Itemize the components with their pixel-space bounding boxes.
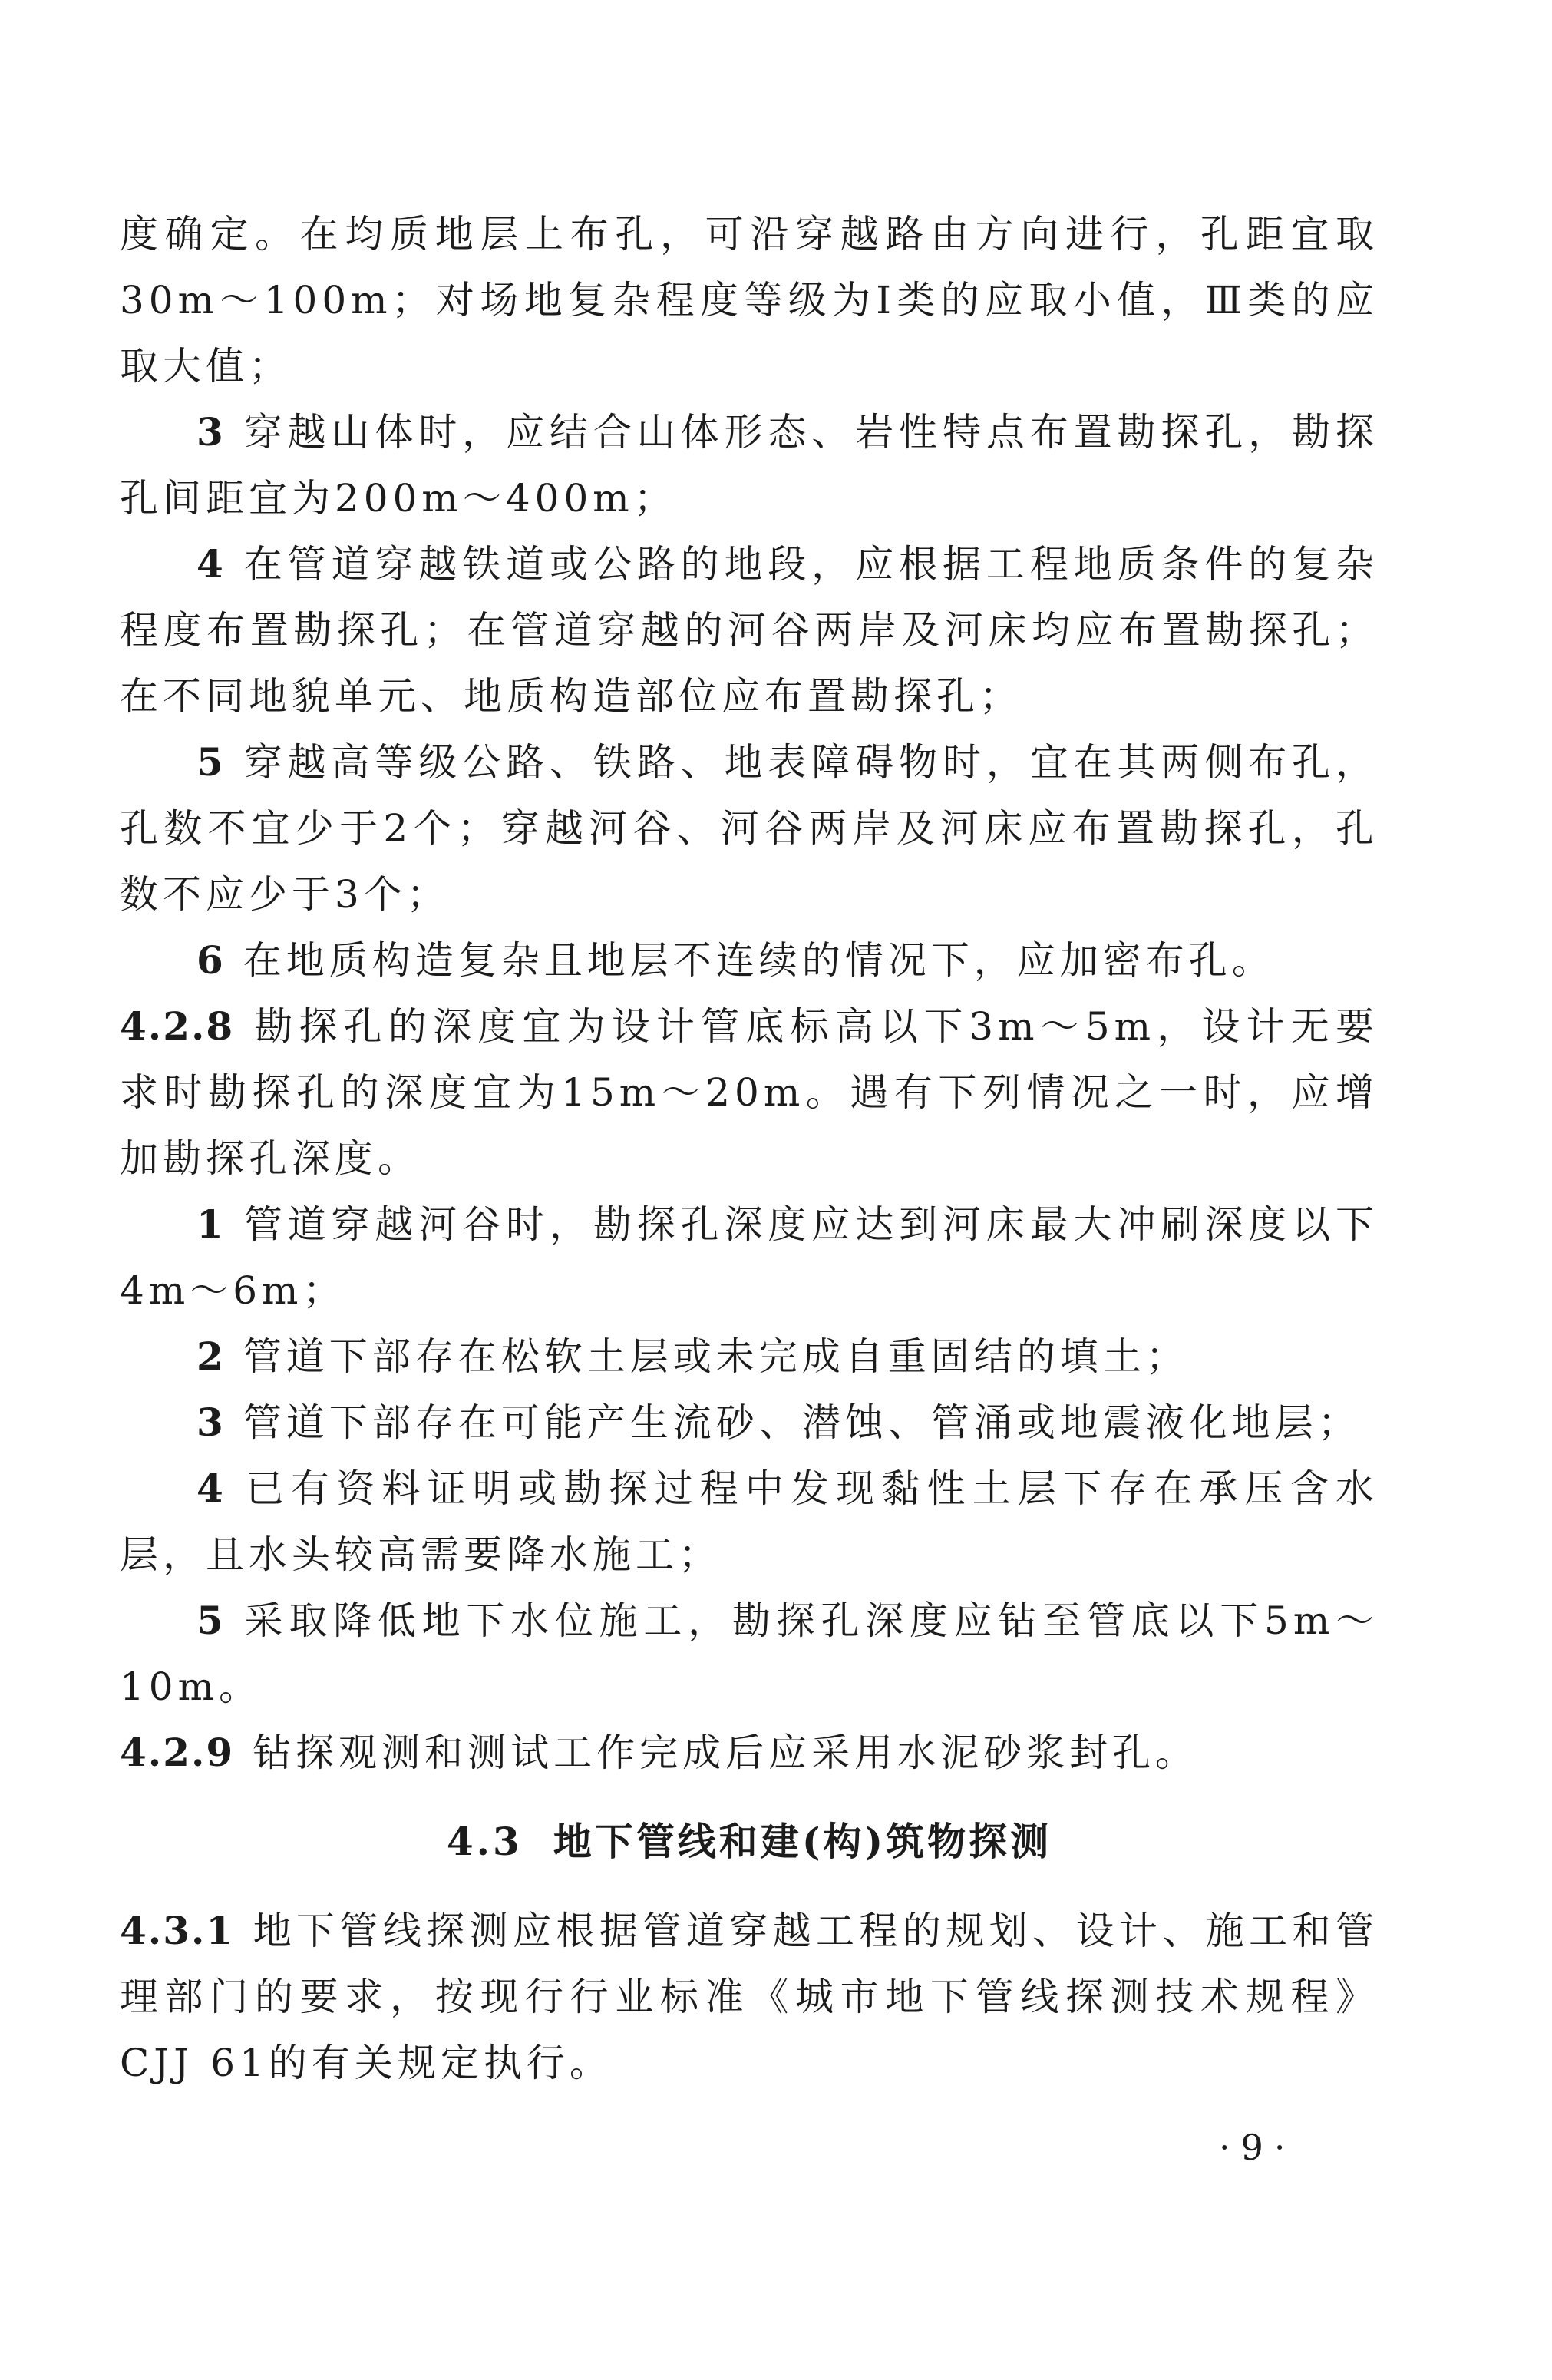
- page-number: ·9·: [1219, 2127, 1296, 2168]
- clause-4-2-8: [120, 993, 1379, 1192]
- item-number: 3: [196, 409, 228, 455]
- list-item: [120, 531, 1379, 729]
- paragraph-text: 度确定。在均质地层上布孔，可沿穿越路由方向进行，孔距宜取30m～100m；对场地复杂程度等级为Ⅰ类的应取小值，Ⅲ类的应取大值；: [120, 212, 1379, 388]
- list-item: [120, 1390, 1379, 1456]
- item-text: 在管道穿越铁道或公路的地段，应根据工程地质条件的复杂程度布置勘探孔；在管道穿越的河谷两岸及河床均应布置勘探孔；在不同地貌单元、地质构造部位应布置勘探孔；: [120, 542, 1379, 719]
- paragraph-continuation: [120, 201, 1379, 399]
- list-item: [120, 1192, 1379, 1324]
- item-number: 2: [196, 1334, 228, 1379]
- item-number: 4: [196, 541, 228, 587]
- clause-number: 4.2.9: [120, 1730, 235, 1775]
- item-text: 穿越高等级公路、铁路、地表障碍物时，宜在其两侧布孔，孔数不宜少于2个；穿越河谷、河谷两岸及河床应布置勘探孔，孔数不应少于3个；: [120, 740, 1379, 917]
- page-body: [120, 201, 1379, 2096]
- item-number: 3: [196, 1400, 228, 1445]
- item-text: 穿越山体时，应结合山体形态、岩性特点布置勘探孔，勘探孔间距宜为200m～400m；: [120, 410, 1379, 521]
- clause-text: 勘探孔的深度宜为设计管底标高以下3m～5m，设计无要求时勘探孔的深度宜为15m～20m。遇有下列情况之一时，应增加勘探孔深度。: [120, 1004, 1379, 1181]
- list-item: [120, 927, 1379, 993]
- section-number: 4.3: [446, 1819, 523, 1864]
- list-item: [120, 729, 1379, 927]
- clause-4-2-9: [120, 1720, 1379, 1786]
- item-text: 在地质构造复杂且地层不连续的情况下，应加密布孔。: [243, 938, 1275, 983]
- list-item: [120, 399, 1379, 531]
- item-number: 1: [196, 1202, 228, 1247]
- item-text: 管道下部存在松软土层或未完成自重固结的填土；: [243, 1334, 1189, 1379]
- clause-number: 4.2.8: [120, 1003, 235, 1049]
- item-number: 6: [196, 937, 228, 983]
- list-item: [120, 1588, 1379, 1720]
- item-number: 4: [196, 1466, 228, 1511]
- item-text: 管道下部存在可能产生流砂、潜蚀、管涌或地震液化地层；: [243, 1400, 1361, 1445]
- item-text: 采取降低地下水位施工，勘探孔深度应钻至管底以下5m～10m。: [120, 1598, 1379, 1709]
- list-item: [120, 1456, 1379, 1588]
- item-number: 5: [196, 1598, 228, 1643]
- clause-4-3-1: [120, 1898, 1379, 2096]
- section-heading: [120, 1809, 1379, 1875]
- item-text: 已有资料证明或勘探过程中发现黏性土层下存在承压含水层，且水头较高需要降水施工；: [120, 1466, 1379, 1577]
- item-text: 管道穿越河谷时，勘探孔深度应达到河床最大冲刷深度以下4m～6m；: [120, 1202, 1379, 1313]
- clause-number: 4.3.1: [120, 1908, 235, 1953]
- section-title: 地下管线和建(构)筑物探测: [553, 1819, 1052, 1864]
- clause-text: 地下管线探测应根据管道穿越工程的规划、设计、施工和管理部门的要求，按现行行业标准《城市地下管线探测技术规程》CJJ 61的有关规定执行。: [120, 1909, 1379, 2085]
- list-item: [120, 1324, 1379, 1390]
- item-number: 5: [196, 739, 228, 785]
- clause-text: 钻探观测和测试工作完成后应采用水泥砂浆封孔。: [253, 1730, 1199, 1775]
